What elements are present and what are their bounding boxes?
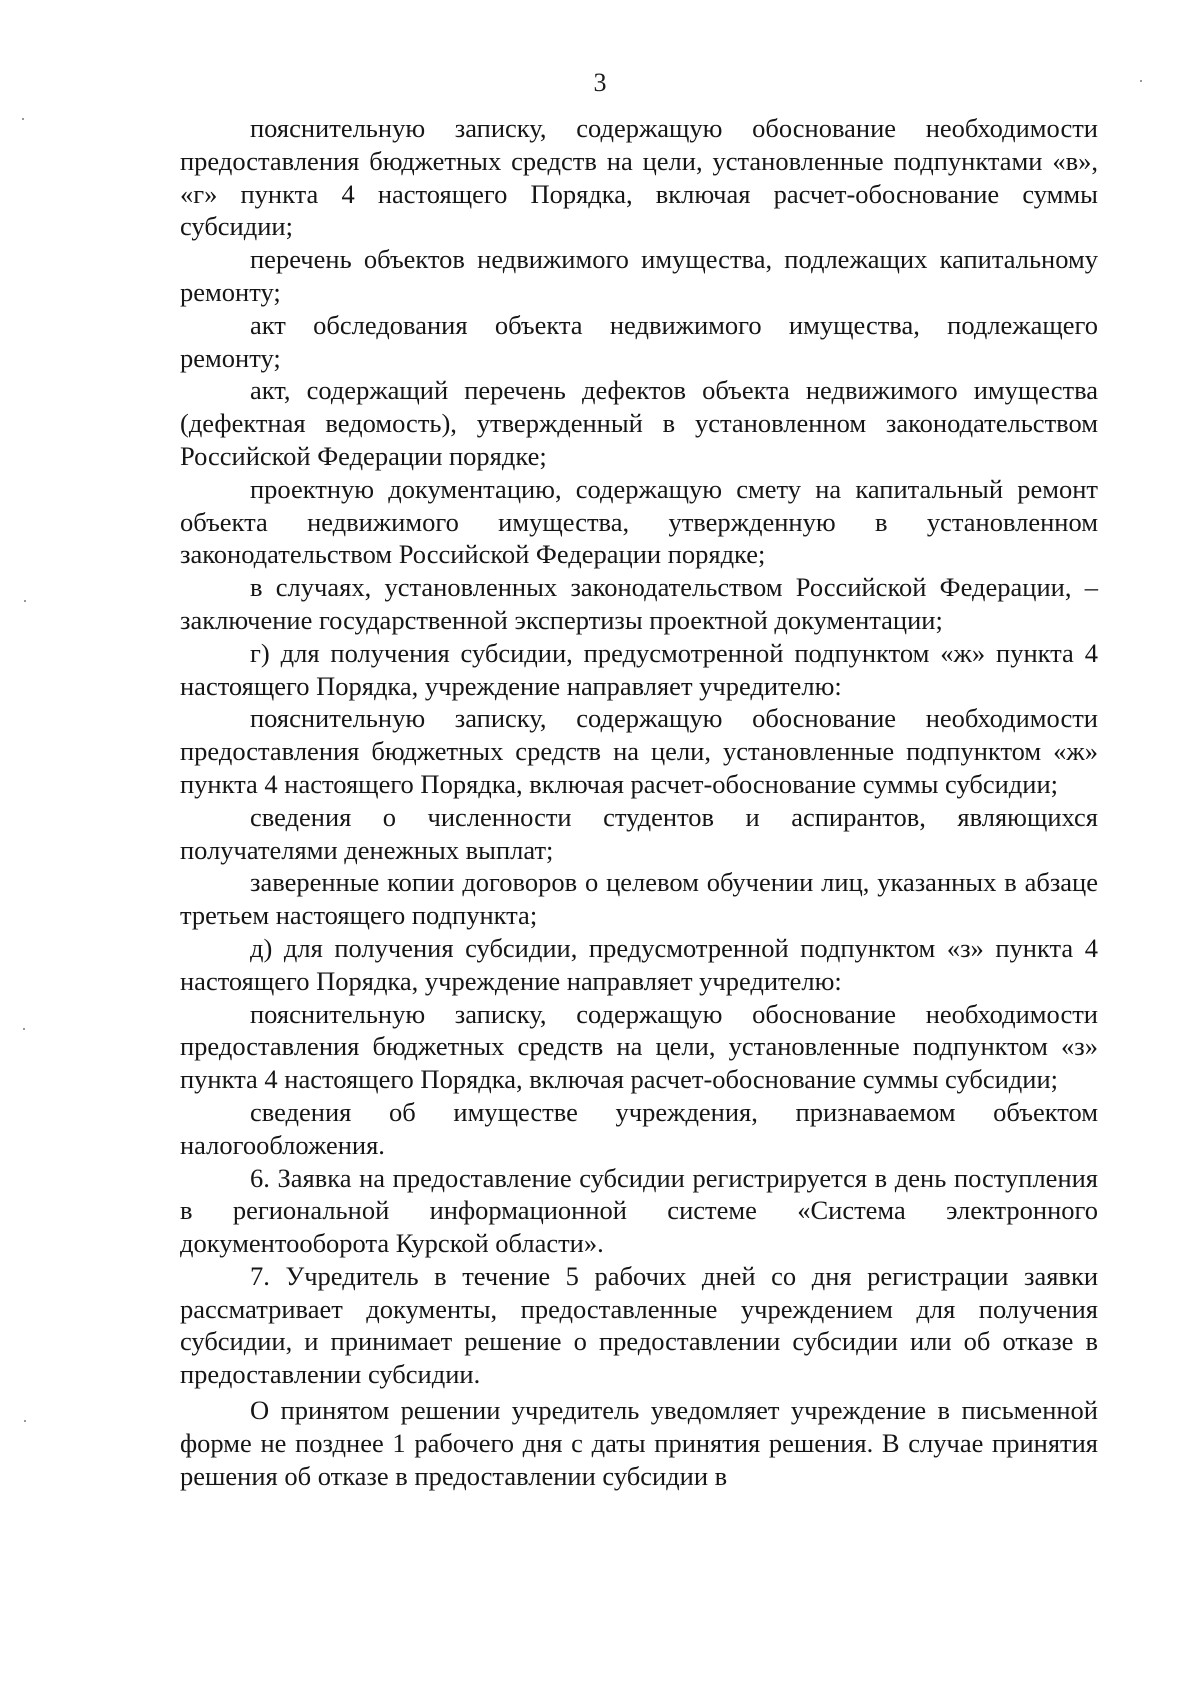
paragraph: сведения о численности студентов и аспирантов, являющихся получателями денежных выплат; xyxy=(180,801,1098,865)
paragraph: в случаях, установленных законодательством Российской Федерации, – заключение государственной экспертизы проектной документации; xyxy=(180,572,1098,635)
scan-speck xyxy=(1140,80,1142,82)
paragraph: акт обследования объекта недвижимого имущества, подлежащего ремонту; xyxy=(180,309,1098,373)
scan-speck xyxy=(22,118,24,120)
paragraph: г) для получения субсидии, предусмотренной подпунктом «ж» пункта 4 настоящего Порядка, учреждение направляет учредителю: xyxy=(180,637,1098,701)
paragraph: заверенные копии договоров о целевом обучении лиц, указанных в абзаце третьем настоящего подпункта; xyxy=(180,867,1098,931)
paragraph: д) для получения субсидии, предусмотренной подпунктом «з» пункта 4 настоящего Порядка, учреждение направляет учредителю: xyxy=(180,932,1098,996)
paragraph: перечень объектов недвижимого имущества, подлежащих капитальному ремонту; xyxy=(180,244,1098,307)
paragraph: пояснительную записку, содержащую обоснование необходимости предоставления бюджетных средств на цели, установленные подпунктом «ж» пункта 4 настоящего Порядка, включая расчет-обоснование суммы субсидии; xyxy=(180,703,1098,799)
scan-speck xyxy=(24,600,26,602)
paragraph: пояснительную записку, содержащую обоснование необходимости предоставления бюджетных средств на цели, установленные подпунктом «з» пункта 4 настоящего Порядка, включая расчет-обоснование суммы субсидии; xyxy=(180,998,1098,1095)
scan-speck xyxy=(23,1028,25,1030)
document-body xyxy=(180,112,1098,1492)
paragraph: 6. Заявка на предоставление субсидии регистрируется в день поступления в региональной информационной системе «Система электронного документооборота Курской области». xyxy=(180,1162,1098,1259)
paragraph: пояснительную записку, содержащую обоснование необходимости предоставления бюджетных средств на цели, установленные подпунктами «в», «г» пункта 4 настоящего Порядка, включая расчет-обоснование суммы субсидии; xyxy=(180,113,1098,242)
paragraph: О принятом решении учредитель уведомляет учреждение в письменной форме не позднее 1 рабочего дня с даты принятия решения. В случае принятия решения об отказе в предоставлении субсидии в xyxy=(180,1395,1098,1491)
paragraph: сведения об имуществе учреждения, признаваемом объектом налогообложения. xyxy=(180,1096,1098,1160)
paragraph: проектную документацию, содержащую смету на капитальный ремонт объекта недвижимого имущества, утвержденную в установленном законодательством Российской Федерации порядке; xyxy=(180,473,1098,570)
scan-speck xyxy=(24,1420,26,1422)
paragraph: 7. Учредитель в течение 5 рабочих дней со дня регистрации заявки рассматривает документы, предоставленные учреждением для получения субсидии, и принимает решение о предоставлении субсидии или об отказе в предоставлении субсидии. xyxy=(180,1260,1098,1390)
page-number: 3 xyxy=(593,68,607,97)
paragraph: акт, содержащий перечень дефектов объекта недвижимого имущества (дефектная ведомость), утвержденный в установленном законодательством Российской Федерации порядке; xyxy=(180,375,1098,471)
